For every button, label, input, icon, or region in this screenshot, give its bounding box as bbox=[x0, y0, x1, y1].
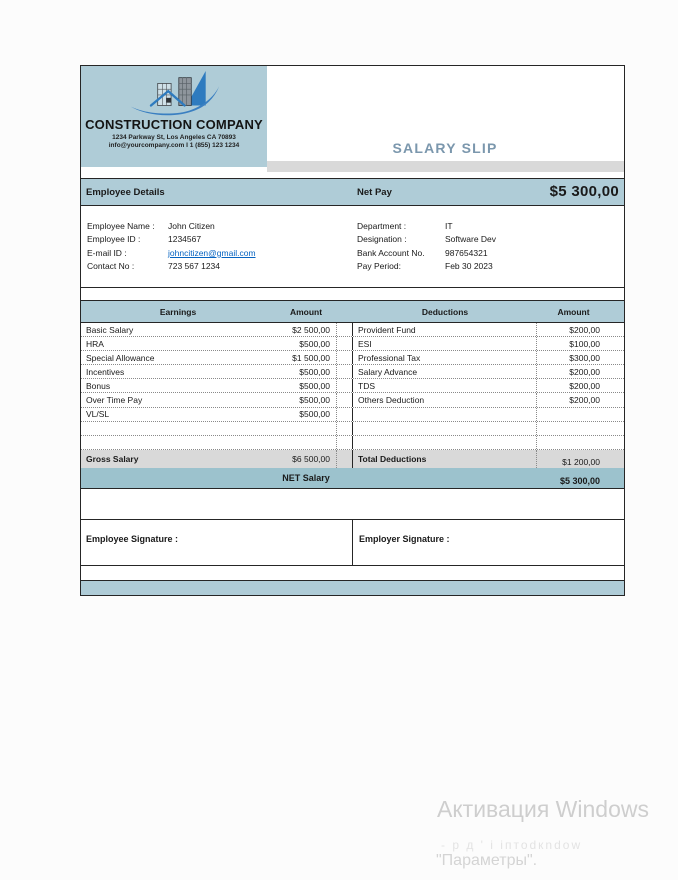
table-row-empty bbox=[81, 422, 624, 436]
column-gap bbox=[337, 393, 353, 406]
employee-id-value: 1234567 bbox=[168, 234, 202, 245]
earning-name: Basic Salary bbox=[86, 324, 134, 335]
field-label: Employee Name : bbox=[87, 220, 155, 231]
field-label: Contact No : bbox=[87, 261, 135, 272]
deduction-name: TDS bbox=[353, 379, 537, 392]
column-gap bbox=[337, 450, 353, 468]
column-gap bbox=[337, 422, 353, 435]
deduction-name bbox=[353, 408, 537, 421]
pay-period-value: Feb 30 2023 bbox=[445, 261, 493, 272]
earning-amount: $2 500,00 bbox=[275, 323, 337, 336]
deduction-name bbox=[353, 422, 537, 435]
deduction-amount: $200,00 bbox=[569, 324, 600, 335]
employee-name-value: John Citizen bbox=[168, 220, 215, 231]
header-deductions: Deductions bbox=[421, 306, 469, 317]
company-logo-block bbox=[81, 66, 267, 167]
column-gap bbox=[337, 436, 353, 449]
employee-details-heading: Employee Details bbox=[86, 187, 165, 198]
table-row bbox=[81, 351, 624, 365]
document-title: SALARY SLIP bbox=[392, 140, 498, 156]
net-salary-spacer bbox=[81, 468, 275, 488]
windows-activation-watermark-title: Активация Windows bbox=[437, 796, 649, 822]
document-header bbox=[81, 66, 624, 167]
column-gap bbox=[337, 408, 353, 421]
header-earnings: Earnings bbox=[159, 306, 197, 317]
contact-value: 723 567 1234 bbox=[168, 261, 220, 272]
table-row bbox=[81, 379, 624, 393]
total-deductions-label: Total Deductions bbox=[353, 450, 537, 468]
earning-amount: $500,00 bbox=[275, 393, 337, 406]
gross-salary-label: Gross Salary bbox=[86, 453, 139, 464]
signature-section bbox=[81, 519, 624, 566]
deduction-name: Professional Tax bbox=[353, 351, 537, 364]
earning-amount: $500,00 bbox=[275, 379, 337, 392]
company-address: 1234 Parkway St, Los Angeles CA 70893 bbox=[112, 134, 236, 141]
column-gap bbox=[337, 379, 353, 392]
deduction-amount bbox=[537, 408, 624, 421]
deduction-amount: $200,00 bbox=[569, 366, 600, 377]
employee-detail-row bbox=[81, 246, 624, 260]
construction-logo-icon bbox=[126, 69, 222, 119]
earning-name: Over Time Pay bbox=[86, 395, 143, 406]
header-divider-strip bbox=[267, 161, 624, 172]
company-contact: info@yourcompany.com I 1 (855) 123 1234 bbox=[108, 142, 240, 149]
earning-name bbox=[81, 422, 275, 435]
table-row bbox=[81, 393, 624, 407]
column-gap bbox=[337, 468, 353, 488]
deduction-amount: $200,00 bbox=[569, 380, 600, 391]
header-amount-deductions: Amount bbox=[557, 306, 590, 317]
net-pay-label: Net Pay bbox=[357, 187, 392, 198]
net-salary-row bbox=[81, 468, 624, 489]
employee-detail-row bbox=[81, 219, 624, 233]
deduction-amount bbox=[537, 422, 624, 435]
employee-signature-label: Employee Signature : bbox=[81, 520, 353, 565]
footer-bar bbox=[81, 580, 624, 595]
header-amount-earnings: Amount bbox=[289, 306, 323, 317]
employee-details-section bbox=[81, 206, 624, 288]
department-value: IT bbox=[445, 220, 453, 231]
column-gap bbox=[337, 323, 353, 336]
deduction-amount: $200,00 bbox=[569, 395, 600, 406]
employee-detail-row bbox=[81, 233, 624, 247]
deduction-name: ESI bbox=[353, 337, 537, 350]
table-row bbox=[81, 323, 624, 337]
earning-name bbox=[81, 436, 275, 449]
net-salary-label: NET Salary bbox=[282, 472, 330, 483]
bank-account-value: 987654321 bbox=[445, 247, 488, 258]
designation-value: Software Dev bbox=[445, 234, 497, 245]
salary-slip-document bbox=[80, 65, 625, 596]
table-row bbox=[81, 365, 624, 379]
email-link[interactable]: johncitizen@gmail.com bbox=[168, 247, 256, 258]
employee-detail-row bbox=[81, 260, 624, 274]
earning-name: Bonus bbox=[86, 380, 111, 391]
earning-name: VL/SL bbox=[86, 409, 110, 420]
deduction-amount bbox=[537, 436, 624, 449]
earning-amount: $500,00 bbox=[275, 365, 337, 378]
earning-amount: $1 500,00 bbox=[275, 351, 337, 364]
earning-amount bbox=[275, 422, 337, 435]
deduction-name: Others Deduction bbox=[353, 393, 537, 406]
net-pay-value: $5 300,00 bbox=[549, 183, 619, 200]
deduction-amount: $300,00 bbox=[569, 352, 600, 363]
earning-name: Incentives bbox=[86, 366, 125, 377]
column-gap bbox=[337, 365, 353, 378]
column-gap bbox=[337, 337, 353, 350]
deduction-name: Salary Advance bbox=[353, 365, 537, 378]
windows-activation-watermark-line2: - р д ' і іптоdкndow bbox=[441, 838, 583, 852]
table-row-empty bbox=[81, 436, 624, 450]
deduction-name bbox=[353, 436, 537, 449]
deduction-name: Provident Fund bbox=[353, 323, 537, 336]
gross-salary-row bbox=[81, 450, 624, 468]
field-label: Department : bbox=[357, 220, 407, 231]
column-gap bbox=[337, 351, 353, 364]
windows-activation-watermark-line3: "Параметры". bbox=[436, 852, 538, 869]
net-salary-value: $5 300,00 bbox=[559, 475, 600, 486]
field-label: Employee ID : bbox=[87, 234, 141, 245]
net-salary-spacer bbox=[353, 468, 537, 488]
table-row bbox=[81, 337, 624, 351]
earning-name: Special Allowance bbox=[86, 352, 155, 363]
field-label: Designation : bbox=[357, 234, 407, 245]
earning-name: HRA bbox=[86, 338, 104, 349]
company-name: CONSTRUCTION COMPANY bbox=[85, 117, 263, 132]
earning-amount: $500,00 bbox=[275, 337, 337, 350]
deduction-amount: $100,00 bbox=[569, 338, 600, 349]
field-label: Bank Account No. bbox=[357, 247, 425, 258]
field-label: Pay Period: bbox=[357, 261, 401, 272]
earning-amount bbox=[275, 436, 337, 449]
section-band bbox=[81, 178, 624, 206]
earnings-deductions-table bbox=[81, 300, 624, 489]
employer-signature-label: Employer Signature : bbox=[359, 534, 450, 544]
earning-amount: $500,00 bbox=[275, 408, 337, 421]
gross-salary-value: $6 500,00 bbox=[275, 450, 337, 468]
table-row bbox=[81, 408, 624, 422]
field-label: E-mail ID : bbox=[87, 247, 127, 258]
total-deductions-value: $1 200,00 bbox=[562, 456, 600, 467]
table-header-row bbox=[81, 300, 624, 323]
